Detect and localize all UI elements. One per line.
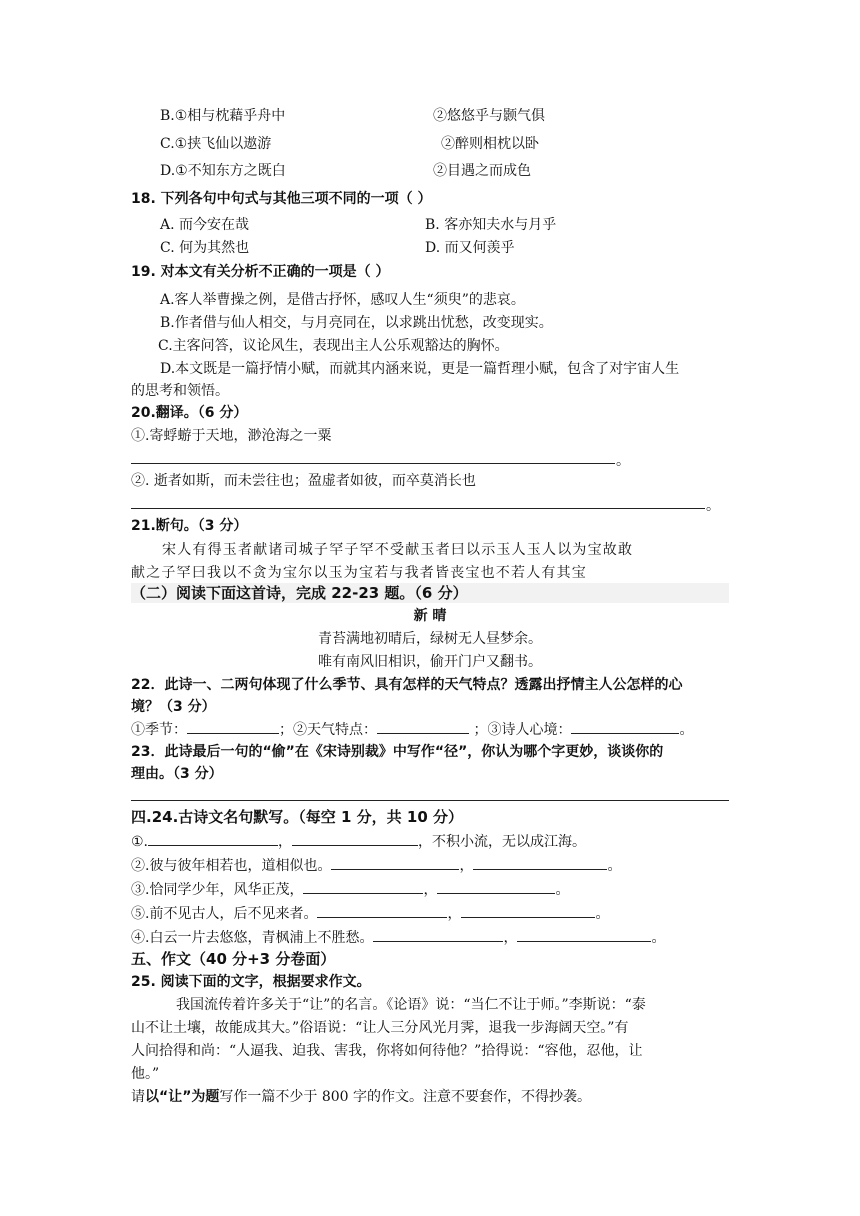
q20-sentence-1: ①.寄蜉蝣于天地，渺沧海之一粟 <box>131 428 332 444</box>
row-2-comma: ， <box>459 858 474 874</box>
row-3-text: ③.恰同学少年，风华正茂， <box>131 882 304 898</box>
q20-end-2: 。 <box>706 498 720 514</box>
season-label: ①季节： <box>131 722 187 738</box>
q22-end: 。 <box>679 722 694 738</box>
row-2-end: 。 <box>607 858 622 874</box>
row-4-end: 。 <box>595 906 610 922</box>
q17-option-d2: ②目遇之而成色 <box>433 163 531 179</box>
recite-blank-1b[interactable] <box>292 831 418 846</box>
q17-option-b2: ②悠悠乎与颢气俱 <box>433 108 545 124</box>
mood-blank[interactable] <box>571 719 679 734</box>
essay-requirement <box>131 1087 591 1107</box>
row-1-comma: ， <box>278 834 293 850</box>
recite-row-3 <box>131 879 569 900</box>
section-4-heading: 四.24.古诗文名句默写。（每空 1 分，共 10 分） <box>131 808 463 826</box>
recite-row-5 <box>131 927 665 948</box>
recite-blank-2b[interactable] <box>473 855 607 870</box>
q17-option-c2: ②醉则相枕以卧 <box>441 136 539 152</box>
row-5-comma: ， <box>503 930 518 946</box>
q22-fill-row <box>131 719 693 740</box>
recite-blank-2a[interactable] <box>331 855 459 870</box>
q19-option-d-cont: 的思考和领悟。 <box>131 383 229 399</box>
section-2-heading: （二）阅读下面这首诗，完成 22-23 题。（6 分） <box>131 583 729 603</box>
q18-option-b: B. 客亦知夫水与月乎 <box>425 217 557 233</box>
weather-label: ；②天气特点： <box>279 722 377 738</box>
q25-instruction: 25. 阅读下面的文字，根据要求作文。 <box>131 974 371 990</box>
row-4-comma: ， <box>447 906 462 922</box>
q19-option-a: A.客人举曹操之例，是借古抒怀，感叹人生“须臾”的悲哀。 <box>160 292 525 308</box>
recite-blank-5b[interactable] <box>517 927 651 942</box>
q20-answer-line-1[interactable] <box>131 463 615 464</box>
q23-question-cont: 理由。（3 分） <box>131 766 223 782</box>
q21-passage-line-1: 宋人有得玉者献诸司城子罕子罕不受献玉者曰以示玉人玉人以为宝故敢 <box>162 542 634 558</box>
recite-blank-3b[interactable] <box>437 879 555 894</box>
recite-blank-1a[interactable] <box>148 831 278 846</box>
recite-blank-4a[interactable] <box>317 903 447 918</box>
essay-material-line-4: 他。” <box>131 1066 160 1082</box>
section-5-heading: 五、作文（40 分+3 分卷面） <box>131 950 336 968</box>
q19-title: 19. 对本文有关分析不正确的一项是（ ） <box>131 264 390 280</box>
q20-answer-line-2[interactable] <box>131 508 705 509</box>
recite-row-4 <box>131 903 609 924</box>
q20-title: 20.翻译。（6 分） <box>131 405 248 421</box>
q19-option-d: D.本文既是一篇抒情小赋，而就其内涵来说，更是一篇哲理小赋，包含了对宇宙人生 <box>160 361 680 377</box>
q19-option-b: B.作者借与仙人相交，与月亮同在，以求跳出忧愁，改变现实。 <box>160 315 553 331</box>
q21-title: 21.断句。（3 分） <box>131 518 248 534</box>
essay-topic: 以“让”为题 <box>145 1089 220 1105</box>
q23-question: 23．此诗最后一句的“偷”在《宋诗别裁》中写作“径”，你认为哪个字更妙，谈谈你的 <box>131 744 664 760</box>
row-5-end: 。 <box>651 930 666 946</box>
row-3-end: 。 <box>555 882 570 898</box>
q23-answer-line[interactable] <box>131 800 729 801</box>
q20-sentence-2: ②. 逝者如斯，而未尝往也；盈虚者如彼，而卒莫消长也 <box>131 473 476 489</box>
essay-material-line-2: 山不让土壤，故能成其大。”俗语说：“让人三分风光月霁，退我一步海阔天空。”有 <box>131 1020 629 1036</box>
row-5-text: ④.白云一片去悠悠，青枫浦上不胜愁。 <box>131 930 374 946</box>
q17-option-c1: C.①挟飞仙以遨游 <box>160 136 272 152</box>
row-1-text: ，不积小流，无以成江海。 <box>418 834 587 850</box>
q18-option-d: D. 而又何羡乎 <box>425 240 515 256</box>
q17-option-d1: D.①不知东方之既白 <box>160 163 286 179</box>
q18-option-c: C. 何为其然也 <box>160 240 250 256</box>
row-4-text: ⑤.前不见古人，后不见来者。 <box>131 906 318 922</box>
requirement-text: 写作一篇不少于 800 字的作文。注意不要套作，不得抄袭。 <box>219 1089 592 1105</box>
essay-material-line-3: 人问拾得和尚：“人逼我、迫我、害我，你将如何待他？”拾得说：“容他，忍他，让 <box>131 1043 643 1059</box>
row-2-text: ②.彼与彼年相若也，道相似也。 <box>131 858 332 874</box>
poem-line-2: 唯有南风旧相识，偷开门户又翻书。 <box>318 654 542 670</box>
weather-blank[interactable] <box>377 719 469 734</box>
q18-title: 18. 下列各句中句式与其他三项不同的一项（ ） <box>131 191 432 207</box>
q17-option-b1: B.①相与枕藉乎舟中 <box>160 108 286 124</box>
q19-option-c: C.主客问答，议论风生，表现出主人公乐观豁达的胸怀。 <box>158 338 509 354</box>
recite-blank-4b[interactable] <box>461 903 595 918</box>
q18-option-a: A. 而今安在哉 <box>160 217 250 233</box>
recite-blank-3a[interactable] <box>303 879 423 894</box>
requirement-prefix: 请 <box>131 1089 145 1105</box>
row-3-comma: ， <box>423 882 438 898</box>
q21-passage-line-2: 献之子罕曰我以不贪为宝尔以玉为宝若与我者皆丧宝也不若人有其宝 <box>131 565 587 581</box>
recite-row-2 <box>131 855 621 876</box>
mood-label: ；③诗人心境： <box>473 722 572 738</box>
poem-line-1: 青苔满地初晴后，绿树无人昼梦余。 <box>318 631 542 647</box>
q20-end-1: 。 <box>616 453 630 469</box>
recite-row-1 <box>131 831 586 852</box>
q22-question: 22．此诗一、二两句体现了什么季节、具有怎样的天气特点？透露出抒情主人公怎样的心 <box>131 677 683 693</box>
season-blank[interactable] <box>187 719 279 734</box>
row-1-label: ①. <box>131 834 149 850</box>
poem-title: 新 晴 <box>413 608 447 624</box>
q22-question-cont: 境？（3 分） <box>131 699 216 715</box>
essay-material-line-1: 我国流传着许多关于“让”的名言。《论语》说：“当仁不让于师。”李斯说：“泰 <box>176 997 646 1013</box>
recite-blank-5a[interactable] <box>373 927 503 942</box>
